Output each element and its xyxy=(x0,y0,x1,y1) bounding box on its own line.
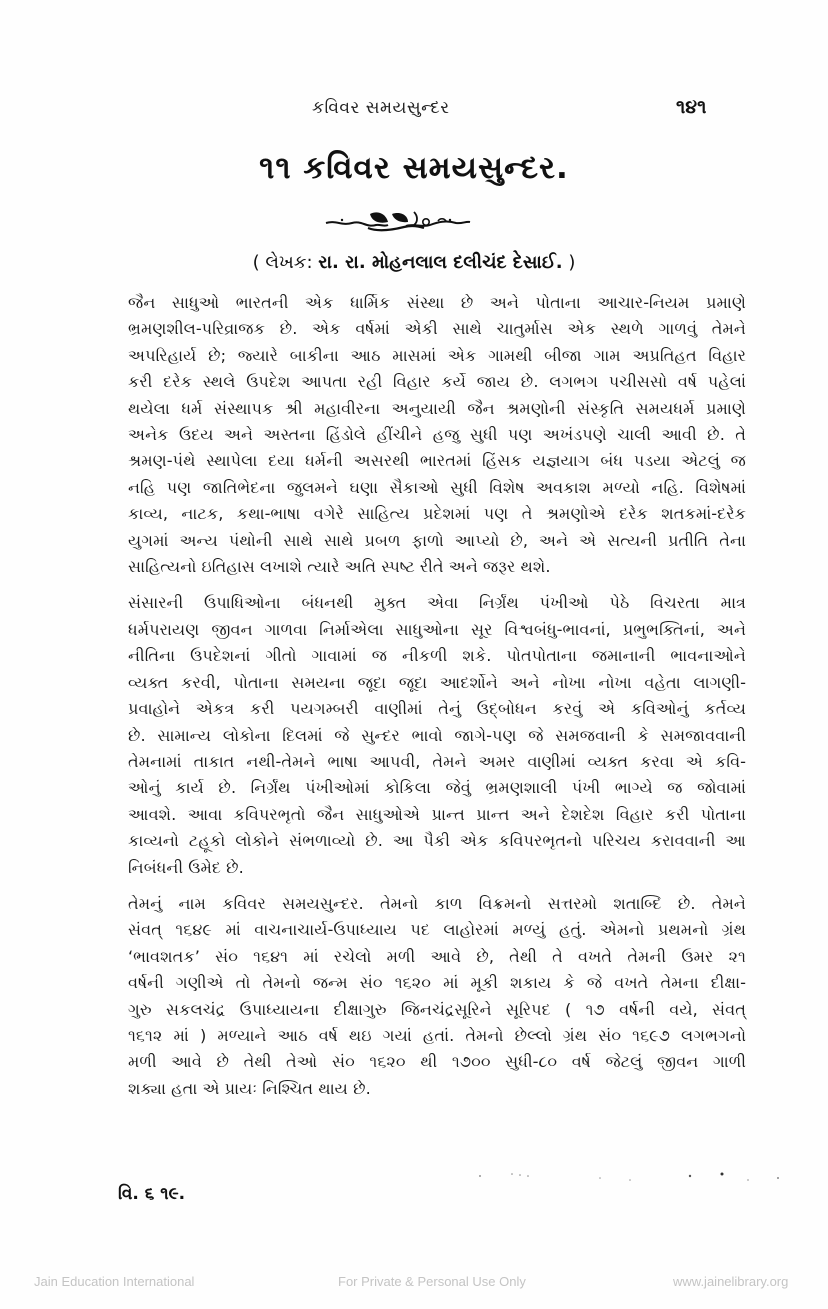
text-line: અપરિહાર્ય છે; જ્યારે બાકીના આઠ માસમાં એક ગામથી બીજા ગામ અપ્રતિહત વિહાર xyxy=(128,345,746,365)
footer-website-link[interactable]: www.jainelibrary.org xyxy=(673,1274,789,1289)
text-line: ઓનું કાર્ય છે. નિર્ગ્રંથ પંખીઓમાં કોકિલા જેવું ભ્રમણશાલી પંખી ભાગ્યે જ જોવામાં xyxy=(128,778,746,798)
running-title: કવિવર સમયસુન્દર xyxy=(312,98,450,118)
text-line: મળી આવે છે તેથી તેઓ સં૦ ૧૬૨૦ થી ૧૭૦૦ સુધી-૮૦ વર્ષ જેટલું જીવન ગાળી xyxy=(128,1052,746,1072)
page-footer xyxy=(0,1274,828,1294)
running-header xyxy=(0,98,828,128)
text-line: ભ્રમણશીલ-પરિવ્રાજક છે. એક વર્ષમાં એકી સાથે ચાતુર્માસ એક સ્થળે ગાળવું તેમને xyxy=(128,319,746,339)
chapter-title: ૧૧ કવિવર સમયસુન્દર. xyxy=(259,150,569,186)
author-byline xyxy=(0,252,828,273)
byline-prefix: ( લેખક: xyxy=(252,252,313,273)
text-line: સંવત્ ૧૬૪૯ માં વાચનાચાર્ય-ઉપાધ્યાય પદ લાહોરમાં મળ્યું હતું. એમનો પ્રથમનો ગ્રંથ xyxy=(128,920,746,940)
text-line: અનેક ઉદય અને અસ્તના હિંડોલે હીંચીને હજુ સુધી પણ અખંડપણે ચાલી આવી છે. તે xyxy=(128,425,746,445)
text-line: યુગમાં અન્ય પંથોની સાથે સાથે પ્રબળ ફાળો આપ્યો છે, અને એ સત્યની પ્રતીતિ તેના xyxy=(128,530,746,550)
text-line: તેમનામાં તાકાત નથી-તેમને ભાષા આપવી, તેમને અમર વાણીમાં વ્યક્ત કરવા એ કવિ- xyxy=(128,751,746,771)
text-line: ગુરુ સકલચંદ્ર ઉપાધ્યાયના દીક્ષાગુરુ જિનચંદ્રસૂરિને સૂરિપદ ( ૧૭ વર્ષની વયે, સંવત્ xyxy=(128,999,746,1019)
text-line: શ્રમણ-પંથે સ્થાપેલા દયા ધર્મની અસરથી ભારતમાં હિંસક યજ્ઞયાગ બંધ પડયા એટલું જ xyxy=(128,451,746,471)
text-line: સંસારની ઉપાધિઓના બંધનથી મુક્ત એવા નિર્ગ્રંથ પંખીઓ પેઠે વિચરતા માત્ર xyxy=(128,593,746,613)
text-line: શક્યા હતા એ પ્રાયઃ નિશ્ચિત થાય છે. xyxy=(128,1078,371,1098)
text-line: સાહિત્યનો ઇતિહાસ લખાશે ત્યારે અતિ સ્પષ્ટ રીતે અને જરૂર થશે. xyxy=(128,557,551,577)
paragraph-2 xyxy=(82,590,746,880)
text-line: કરી દરેક સ્થલે ઉપદેશ આપતા રહી વિહાર કર્યે જાય છે. લગભગ પચીસસો વર્ષ પહેલાં xyxy=(128,372,746,392)
text-line: નહિ પણ જાતિભેદના જુલમને ઘણા સૈકાઓ સુધી વિશેષ અવકાશ મળ્યો નહિ. વિશેષમાં xyxy=(128,477,746,497)
page-number: ૧૪૧ xyxy=(676,96,707,118)
text-line: વ્યક્ત કરવી, પોતાના સમયના જૂદા જૂદા આદર્શોને અને નોખા નોખા વહેતા લાગણી- xyxy=(128,672,746,692)
text-line: ધર્મપરાયણ જીવન ગાળવા નિર્માએલા સાધુઓના સૂર વિશ્વબંધુ-ભાવનાં, પ્રભુભક્તિનાં, અને xyxy=(128,619,746,639)
floral-ornament-icon xyxy=(322,206,472,236)
text-line: આવશે. આવા કવિપરભૃતો જૈન સાધુઓએ પ્રાન્ત પ્રાન્ત અને દેશદેશ વિહાર કરી પોતાના xyxy=(128,804,746,824)
text-line: તેમનું નામ કવિવર સમયસુન્દર. તેમનો કાળ વિક્રમનો સત્તરમો શતાબ્દિ છે. તેમને xyxy=(128,893,746,913)
footer-publisher: Jain Education International xyxy=(34,1274,195,1289)
text-line: ૧૬૧૨ માં ) મળ્યાને આઠ વર્ષ થઇ ગયાં હતાં. તેમનો છેલ્લો ગ્રંથ સં૦ ૧૬૯૭ લગભગનો xyxy=(128,1025,746,1045)
text-line: નિબંધની ઉમેદ છે. xyxy=(128,857,244,877)
text-line: ‘ભાવશતક’ સં૦ ૧૬૪૧ માં રચેલો મળી આવે છે, તેથી તે વખતે તેમની ઉમર ૨૧ xyxy=(128,946,746,966)
byline-suffix: ) xyxy=(568,252,576,273)
author-name: રા. રા. મોહનલાલ દલીચંદ દેસાઈ. xyxy=(318,252,563,273)
text-line: વર્ષની ગણીએ તો તેમનો જન્મ સં૦ ૧૬૨૦ માં મૂકી શકાય કે જે વખતે તેમના દીક્ષા- xyxy=(128,973,746,993)
text-line: થયેલા ધર્મ સંસ્થાપક શ્રી મહાવીરના અનુયાયી જૈન શ્રમણોની સંસ્કૃતિ સમયધર્મ પ્રમાણે xyxy=(128,398,746,418)
text-line: પ્રવાહોને એકત્ર કરી પયગમ્બરી વાણીમાં તેનું ઉદ્બોધન કરવું એ કવિઓનું કર્તવ્ય xyxy=(128,699,746,719)
text-line: નીતિના ઉપદેશનાં ગીતો ગાવામાં જ નીકળી શકે. પોતપોતાના જમાનાની ભાવનાઓને xyxy=(128,646,746,666)
scan-noise-specks xyxy=(460,1168,790,1198)
footer-usage-note: For Private & Personal Use Only xyxy=(338,1274,526,1289)
article-body xyxy=(82,290,746,1112)
paragraph-1 xyxy=(82,290,746,580)
text-line: કાવ્ય, નાટક, કથા-ભાષા વગેરે સાહિત્ય પ્રદેશમાં પણ તે શ્રમણોએ દરેક શતકમાં-દરેક xyxy=(128,504,746,524)
text-line: છે. સામાન્ય લોકોના દિલમાં જે સુન્દર ભાવો જાગે-પણ જે સમજવાની કે સમજાવવાની xyxy=(128,725,746,745)
text-line: જૈન સાધુઓ ભારતની એક ધાર્મિક સંસ્થા છે અને પોતાના આચાર-નિયમ પ્રમાણે xyxy=(128,293,746,312)
signoff-note: વિ. ૬ ૧૯. xyxy=(118,1184,186,1204)
text-line: કાવ્યનો ટહૂકો લોકોને સંભળાવ્યો છે. આ પૈકી એક કવિપરભૃતનો પરિચય કરાવવાની આ xyxy=(128,831,746,851)
paragraph-3 xyxy=(82,891,746,1102)
